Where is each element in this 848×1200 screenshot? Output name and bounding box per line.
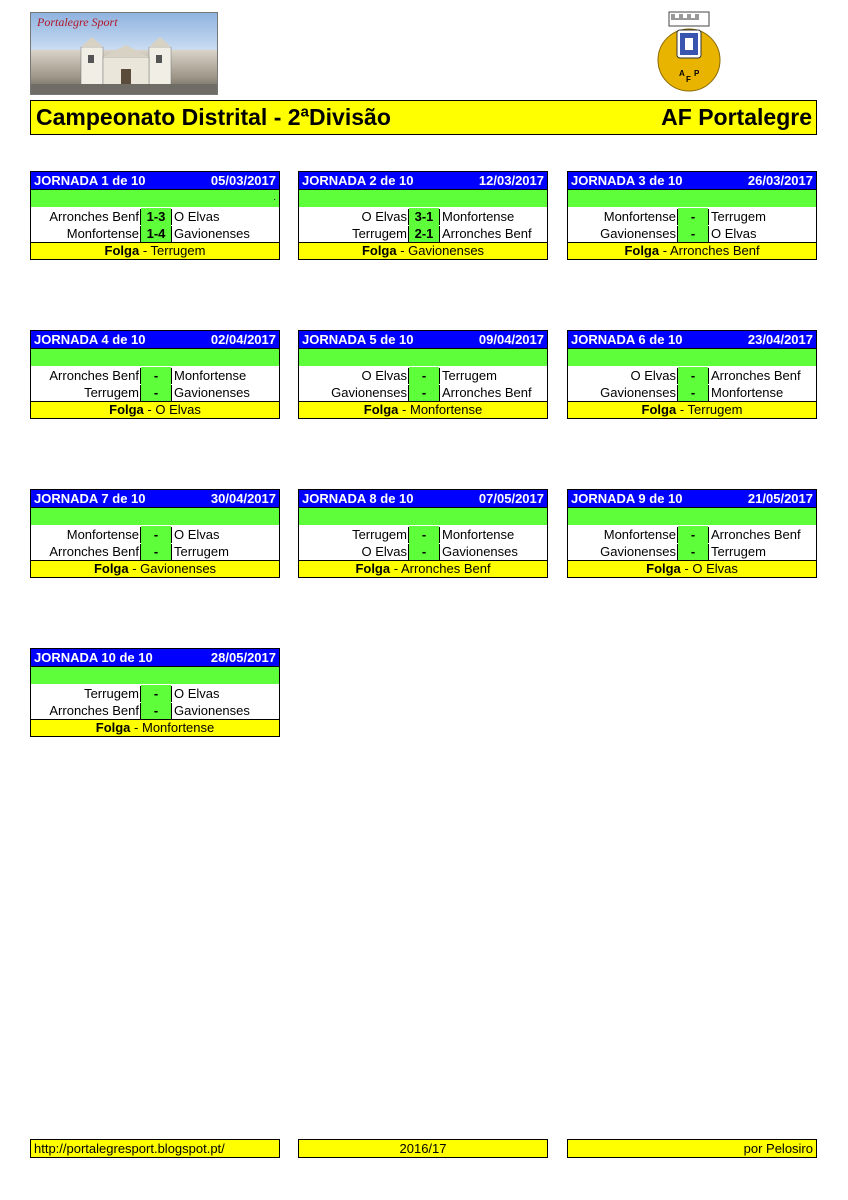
jornada-block [567, 171, 817, 260]
jornada-block [298, 171, 548, 260]
home-team: Gavionenses [568, 385, 678, 401]
jornada-block [30, 330, 280, 419]
home-team: Arronches Benf [31, 209, 141, 225]
folga-team: Arronches Benf [669, 243, 760, 258]
away-team: Gavionenses [171, 385, 282, 401]
folga-team: O Elvas [155, 402, 201, 417]
game-score: - [141, 702, 171, 719]
jornada-header [567, 171, 817, 190]
jornada-date: 07/05/2017 [478, 491, 544, 506]
game-score: 3-1 [409, 208, 439, 225]
folga-separator: - [680, 561, 693, 576]
footer-author: por Pelosiro [743, 1141, 813, 1156]
jornada-block [30, 171, 280, 260]
jornada-spacer-row [567, 508, 817, 525]
jornada-date: 23/04/2017 [747, 332, 813, 347]
away-team: Monfortense [439, 527, 550, 543]
jornada-spacer-row [30, 349, 280, 366]
away-team: Gavionenses [171, 703, 282, 719]
folga-separator: - [676, 402, 688, 417]
jornada-spacer-row [30, 667, 280, 684]
home-team: Terrugem [31, 385, 141, 401]
jornada-header [30, 648, 280, 667]
folga-row [30, 401, 280, 419]
folga-separator: - [390, 561, 401, 576]
jornada-games [567, 525, 817, 560]
jornada-date: 21/05/2017 [747, 491, 813, 506]
jornada-spacer-row [298, 190, 548, 207]
portalegre-sport-logo [30, 12, 218, 95]
jornada-header [30, 489, 280, 508]
game-score: - [678, 384, 708, 401]
jornada-title: JORNADA 3 de 10 [571, 173, 683, 188]
game-row [31, 208, 279, 225]
game-row [31, 526, 279, 543]
jornada-title: JORNADA 2 de 10 [302, 173, 414, 188]
game-row [31, 543, 279, 560]
home-team: Arronches Benf [31, 703, 141, 719]
crest-letter-f: F [686, 75, 691, 84]
home-team: O Elvas [299, 368, 409, 384]
jornada-games [30, 366, 280, 401]
jornada-date: 09/04/2017 [478, 332, 544, 347]
folga-separator: - [659, 243, 670, 258]
game-row [299, 384, 547, 401]
away-team: Gavionenses [171, 226, 282, 242]
folga-row [567, 401, 817, 419]
home-team: Arronches Benf [31, 368, 141, 384]
folga-team: Terrugem [150, 243, 206, 258]
game-row [299, 367, 547, 384]
jornada-header [30, 330, 280, 349]
away-team: Arronches Benf [708, 368, 819, 384]
away-team: Monfortense [708, 385, 819, 401]
jornada-date: 30/04/2017 [210, 491, 276, 506]
jornada-title: JORNADA 1 de 10 [34, 173, 146, 188]
home-team: Monfortense [31, 226, 141, 242]
home-team: Monfortense [568, 209, 678, 225]
folga-row [30, 242, 280, 260]
home-team: Arronches Benf [31, 544, 141, 560]
folga-separator: - [139, 243, 151, 258]
game-score: - [678, 367, 708, 384]
jornada-date: 02/04/2017 [210, 332, 276, 347]
game-row [299, 543, 547, 560]
folga-row [567, 242, 817, 260]
jornada-games [30, 207, 280, 242]
jornada-block [298, 489, 548, 578]
jornada-block [30, 489, 280, 578]
jornada-title: JORNADA 10 de 10 [34, 650, 153, 665]
game-score: - [141, 384, 171, 401]
game-score: 2-1 [409, 225, 439, 242]
home-team: Gavionenses [568, 226, 678, 242]
away-team: Arronches Benf [708, 527, 819, 543]
folga-label: Folga [104, 243, 140, 258]
footer-season-box [298, 1139, 548, 1158]
home-team: Gavionenses [568, 544, 678, 560]
jornada-games [298, 525, 548, 560]
home-team: O Elvas [568, 368, 678, 384]
jornada-header [567, 330, 817, 349]
jornada-title: JORNADA 8 de 10 [302, 491, 414, 506]
jornada-games [30, 684, 280, 719]
jornada-date: 12/03/2017 [478, 173, 544, 188]
jornada-header [298, 171, 548, 190]
folga-label: Folga [361, 243, 397, 258]
game-score: - [409, 384, 439, 401]
folga-separator: - [128, 561, 141, 576]
folga-separator: - [130, 720, 142, 735]
folga-label: Folga [93, 561, 129, 576]
game-score: - [409, 526, 439, 543]
home-team: Terrugem [299, 527, 409, 543]
association-name: AF Portalegre [661, 104, 812, 130]
game-row [31, 702, 279, 719]
away-team: Terrugem [439, 368, 550, 384]
folga-separator: - [398, 402, 410, 417]
game-score: - [678, 526, 708, 543]
home-team: Monfortense [31, 527, 141, 543]
home-team: O Elvas [299, 209, 409, 225]
afp-crest-icon [655, 10, 723, 94]
folga-label: Folga [355, 561, 391, 576]
game-row [31, 685, 279, 702]
away-team: Terrugem [171, 544, 282, 560]
away-team: Arronches Benf [439, 226, 550, 242]
game-row [568, 526, 816, 543]
folga-row [30, 719, 280, 737]
home-team: O Elvas [299, 544, 409, 560]
home-team: Monfortense [568, 527, 678, 543]
folga-row [30, 560, 280, 578]
folga-label: Folga [109, 402, 144, 417]
jornada-spacer-row [567, 349, 817, 366]
jornada-title: JORNADA 4 de 10 [34, 332, 146, 347]
jornada-games [567, 366, 817, 401]
jornada-title: JORNADA 5 de 10 [302, 332, 414, 347]
title-bar [30, 100, 817, 135]
jornada-title: JORNADA 6 de 10 [571, 332, 683, 347]
game-row [568, 225, 816, 242]
folga-team: Arronches Benf [400, 561, 491, 576]
game-score: - [409, 367, 439, 384]
folga-label: Folga [641, 402, 677, 417]
game-row [568, 208, 816, 225]
folga-label: Folga [95, 720, 131, 735]
folga-row [298, 242, 548, 260]
home-team: Gavionenses [299, 385, 409, 401]
footer-url[interactable]: http://portalegresport.blogspot.pt/ [34, 1141, 225, 1156]
jornada-games [298, 207, 548, 242]
game-score: - [141, 543, 171, 560]
game-score: - [141, 526, 171, 543]
folga-row [298, 401, 548, 419]
jornada-spacer-row [30, 190, 280, 207]
jornada-note: . [273, 192, 276, 203]
folga-team: Monfortense [409, 402, 483, 417]
folga-team: Terrugem [687, 402, 743, 417]
jornada-date: 26/03/2017 [747, 173, 813, 188]
jornada-games [298, 366, 548, 401]
jornada-block [30, 648, 280, 737]
home-team: Terrugem [31, 686, 141, 702]
jornada-games [30, 525, 280, 560]
game-row [31, 384, 279, 401]
footer-url-box [30, 1139, 280, 1158]
street [31, 84, 217, 94]
game-row [31, 367, 279, 384]
folga-row [298, 560, 548, 578]
folga-team: Gavionenses [140, 561, 217, 576]
folga-label: Folga [646, 561, 681, 576]
game-score: - [141, 685, 171, 702]
game-score: 1-4 [141, 225, 171, 242]
folga-label: Folga [624, 243, 660, 258]
game-score: - [678, 208, 708, 225]
away-team: Monfortense [439, 209, 550, 225]
jornada-block [567, 489, 817, 578]
jornada-spacer-row [567, 190, 817, 207]
game-row [299, 225, 547, 242]
game-score: - [678, 543, 708, 560]
game-row [31, 225, 279, 242]
jornada-spacer-row [298, 349, 548, 366]
away-team: O Elvas [171, 527, 282, 543]
away-team: O Elvas [171, 686, 282, 702]
jornada-title: JORNADA 7 de 10 [34, 491, 146, 506]
folga-label: Folga [363, 402, 399, 417]
game-score: - [409, 543, 439, 560]
crest-letter-p: P [694, 69, 700, 78]
game-row [568, 543, 816, 560]
folga-team: Monfortense [141, 720, 215, 735]
page-title: Campeonato Distrital - 2ªDivisão [36, 104, 391, 130]
game-score: 1-3 [141, 208, 171, 225]
away-team: Gavionenses [439, 544, 550, 560]
game-row [568, 367, 816, 384]
jornada-header [298, 489, 548, 508]
jornada-block [298, 330, 548, 419]
away-team: Terrugem [708, 544, 819, 560]
away-team: Monfortense [171, 368, 282, 384]
jornada-date: 28/05/2017 [210, 650, 276, 665]
jornada-spacer-row [30, 508, 280, 525]
jornada-header [298, 330, 548, 349]
folga-team: O Elvas [692, 561, 738, 576]
game-row [299, 208, 547, 225]
jornada-block [567, 330, 817, 419]
folga-team: Gavionenses [408, 243, 485, 258]
away-team: O Elvas [171, 209, 282, 225]
folga-separator: - [143, 402, 156, 417]
game-score: - [141, 367, 171, 384]
game-row [299, 526, 547, 543]
jornada-title: JORNADA 9 de 10 [571, 491, 683, 506]
jornada-header [567, 489, 817, 508]
crest-letter-a: A [679, 69, 685, 78]
jornada-games [567, 207, 817, 242]
brand-logo-text: Portalegre Sport [37, 15, 118, 29]
home-team: Terrugem [299, 226, 409, 242]
away-team: Arronches Benf [439, 385, 550, 401]
jornada-spacer-row [298, 508, 548, 525]
folga-row [567, 560, 817, 578]
away-team: O Elvas [708, 226, 819, 242]
footer-author-box [567, 1139, 817, 1158]
game-score: - [678, 225, 708, 242]
folga-separator: - [396, 243, 409, 258]
footer-season: 2016/17 [399, 1141, 447, 1156]
church-illustration [71, 35, 181, 85]
jornada-date: 05/03/2017 [210, 173, 276, 188]
jornada-header [30, 171, 280, 190]
game-row [568, 384, 816, 401]
away-team: Terrugem [708, 209, 819, 225]
